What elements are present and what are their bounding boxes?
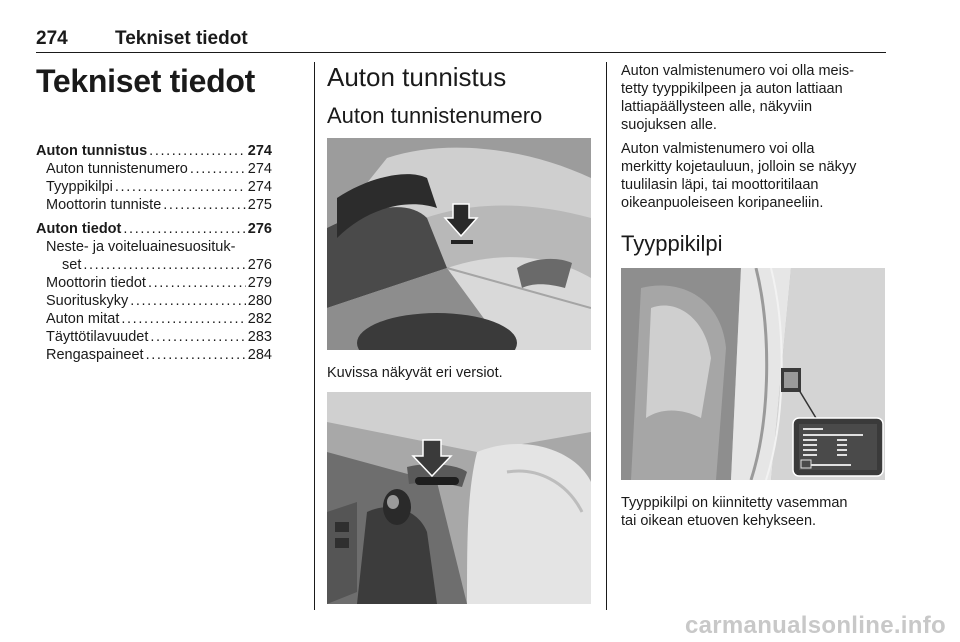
toc-entry-page: 274 (247, 179, 272, 195)
toc-entry-continuation[interactable] (36, 256, 272, 274)
toc-leader-dots (163, 196, 246, 214)
toc-leader-dots (130, 292, 246, 310)
toc-entry-label: Auton tunnistenumero (46, 161, 188, 177)
toc-entry-label: Auton mitat (46, 311, 120, 327)
toc-entry-page: 275 (247, 197, 272, 213)
type-plate-paragraph: Tyyppikilpi on kiinnitetty vasemman tai oikean etuoven kehykseen. (621, 495, 848, 529)
toc-leader-dots (123, 220, 245, 238)
toc-entry-label: Täyttötilavuudet (46, 329, 149, 345)
column-divider (314, 62, 315, 610)
toc-entry-page: 284 (247, 347, 272, 363)
toc-leader-dots (115, 178, 246, 196)
watermark: carmanualsonline.info (684, 612, 946, 639)
column-divider (606, 62, 607, 610)
toc-leader-dots (146, 346, 246, 364)
toc-entry-page: 280 (247, 293, 272, 309)
toc-entry-page: 276 (247, 221, 272, 237)
toc-column (36, 62, 272, 364)
toc-entry[interactable] (36, 196, 272, 214)
hood-vin-illustration (327, 138, 591, 350)
running-title: Tekniset tiedot (115, 28, 248, 49)
toc-entry-label: Moottorin tiedot (46, 275, 146, 291)
toc-section-entry[interactable] (36, 142, 272, 160)
toc-entry-page: 282 (247, 311, 272, 327)
table-of-contents (36, 142, 272, 364)
illustration-caption: Kuvissa näkyvät eri versiot. (327, 365, 503, 381)
toc-entry-label: Moottorin tunniste (46, 197, 162, 213)
subsection-title-vin: Auton tunnistenumero (327, 103, 543, 128)
toc-entry[interactable] (36, 292, 272, 310)
toc-entry[interactable] (36, 160, 272, 178)
toc-entry-page: 279 (247, 275, 272, 291)
toc-leader-dots (121, 310, 245, 328)
section-title: Auton tunnistus (327, 62, 507, 92)
toc-entry-label: Neste- ja voiteluainesuosituk- (46, 239, 236, 255)
toc-entry[interactable] (36, 238, 272, 256)
toc-leader-dots (83, 256, 245, 274)
floor-vin-illustration (327, 392, 591, 604)
toc-entry-page: 276 (247, 257, 272, 273)
toc-entry-page: 274 (247, 161, 272, 177)
toc-leader-dots (190, 160, 246, 178)
toc-entry-label: Auton tiedot (36, 221, 122, 237)
toc-entry[interactable] (36, 328, 272, 346)
middle-column (327, 62, 591, 130)
toc-entry-label: Tyyppikilpi (46, 179, 113, 195)
chapter-title: Tekniset tiedot (36, 63, 255, 99)
toc-entry-page: 274 (247, 143, 272, 159)
right-column (621, 62, 885, 258)
toc-entry-label: set (62, 257, 82, 273)
toc-entry-page: 283 (247, 329, 272, 345)
toc-leader-dots (150, 328, 245, 346)
vin-location-paragraph-2: Auton valmistenumero voi olla merkitty kojetauluun, jolloin se näkyy tuulilasin läpi, tai moottoritilaan oikeanpuoleiseen koripaneeliin. (621, 141, 857, 211)
vin-location-paragraph-1: Auton valmistenumero voi olla meis- tetty tyyppikilpeen ja auton lattiaan lattiapäällysteen alle, näkyviin suojuksen alle. (621, 63, 854, 133)
toc-entry-label: Suorituskyky (46, 293, 129, 309)
toc-leader-dots (149, 142, 246, 160)
type-plate-illustration (621, 268, 885, 480)
page-header (36, 28, 886, 53)
toc-entry-label: Auton tunnistus (36, 143, 148, 159)
subsection-title-type-plate: Tyyppikilpi (621, 231, 723, 256)
toc-leader-dots (148, 274, 246, 292)
toc-entry[interactable] (36, 310, 272, 328)
page-number: 274 (36, 28, 68, 49)
toc-entry[interactable] (36, 346, 272, 364)
toc-entry[interactable] (36, 178, 272, 196)
toc-entry-label: Rengaspaineet (46, 347, 144, 363)
toc-entry[interactable] (36, 274, 272, 292)
toc-section-entry[interactable] (36, 220, 272, 238)
